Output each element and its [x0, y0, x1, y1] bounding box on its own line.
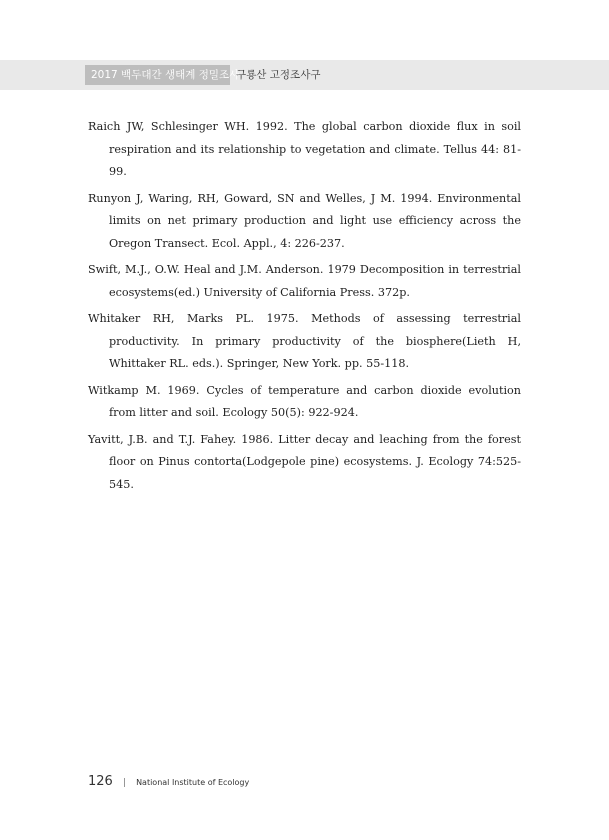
reference-entry-swift: Swift, M.J., O.W. Heal and J.M. Anderson. 1979 Decomposition in terrestrial ecosystems(ed.) University of California Press. 372p. — [88, 263, 521, 299]
reference-entry-whitaker: Whitaker RH, Marks PL. 1975. Methods of assessing terrestrial productivity. In primary productivity of the biosphere(Lieth H, Whittaker RL. eds.). Springer, New York. pp. 55-118. — [88, 312, 521, 370]
page-number: 126 — [88, 774, 113, 789]
reference-entry-witkamp: Witkamp M. 1969. Cycles of temperature and carbon dioxide evolution from litter and soil. Ecology 50(5): 922-924. — [88, 383, 521, 419]
reference-list — [88, 116, 521, 500]
footer-organization: National Institute of Ecology — [136, 778, 250, 787]
running-header-title: 2017 백두대간 생태계 정밀조사 — [85, 65, 230, 85]
reference-entry-yavitt: Yavitt, J.B. and T.J. Fahey. 1986. Litter decay and leaching from the forest floor on Pinus contorta(Lodgepole pine) ecosystems. J. Ecology 74:525-545. — [88, 432, 521, 491]
running-header-subtitle: 구룡산 고정조사구 — [236, 69, 321, 81]
page-footer — [88, 770, 249, 789]
reference-entry-runyon: Runyon J, Waring, RH, Goward, SN and Welles, J M. 1994. Environmental limits on net primary production and light use efficiency across the Oregon Transect. Ecol. Appl., 4: 226-237. — [88, 191, 521, 250]
footer-separator: | — [122, 778, 126, 788]
reference-entry-raich: Raich JW, Schlesinger WH. 1992. The global carbon dioxide flux in soil respiration and its relationship to vegetation and climate. Tellus 44: 81-99. — [88, 120, 521, 178]
